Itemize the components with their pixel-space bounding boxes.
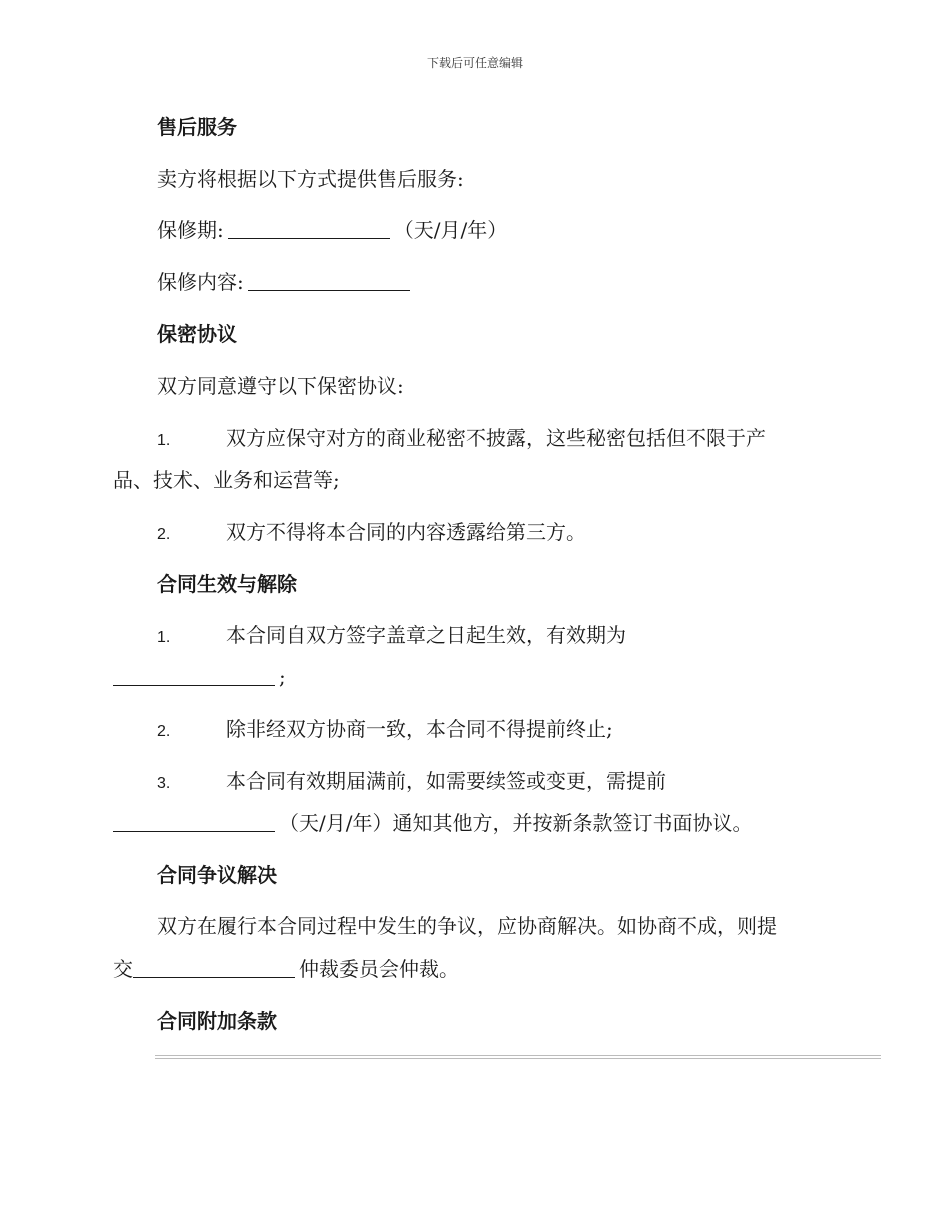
item-number: 2. (157, 526, 171, 543)
notice-period-blank[interactable] (113, 811, 275, 832)
warranty-content-label: 保修内容: (157, 270, 244, 294)
dispute-text: 双方在履行本合同过程中发生的争议，应协商解决。如协商不成，则提 (157, 914, 777, 938)
item-number: 1. (157, 432, 171, 449)
warranty-period-label: 保修期: (157, 218, 224, 242)
item-text: 双方不得将本合同的内容透露给第三方。 (226, 520, 586, 544)
warranty-content-line (157, 270, 414, 294)
item-text: （天/月/年）通知其他方，并按新条款签订书面协议。 (279, 811, 753, 835)
item-text: 本合同有效期届满前，如需要续签或变更，需提前 (226, 769, 666, 793)
table-top-border (155, 1055, 881, 1059)
warranty-period-line (157, 218, 507, 242)
confidentiality-item-1 (157, 426, 766, 453)
effect-item-1-cont (113, 665, 286, 689)
warranty-content-blank[interactable] (248, 270, 410, 291)
item-text: 除非经双方协商一致，本合同不得提前终止; (226, 717, 613, 741)
effect-item-3-cont (113, 811, 752, 835)
effect-item-3 (157, 769, 666, 796)
after-sales-intro: 卖方将根据以下方式提供售后服务: (157, 167, 464, 191)
arbitration-blank[interactable] (133, 957, 295, 978)
confidentiality-item-2 (157, 520, 586, 547)
header-note: 下载后可任意编辑 (426, 56, 523, 70)
confidentiality-intro: 双方同意遵守以下保密协议: (157, 374, 404, 398)
dispute-suffix: 仲裁委员会仲裁。 (299, 957, 459, 981)
item-end: ; (279, 665, 286, 689)
warranty-period-blank[interactable] (228, 218, 390, 239)
dispute-prefix: 交 (113, 957, 133, 981)
heading-additional: 合同附加条款 (157, 1009, 277, 1033)
heading-confidentiality: 保密协议 (157, 322, 237, 346)
item-number: 2. (157, 723, 171, 740)
item-text: 双方应保守对方的商业秘密不披露，这些秘密包括但不限于产 (226, 426, 766, 450)
item-number: 3. (157, 775, 171, 792)
heading-effect: 合同生效与解除 (157, 572, 297, 596)
item-text: 本合同自双方签字盖章之日起生效，有效期为 (226, 623, 626, 647)
item-number: 1. (157, 629, 171, 646)
warranty-period-unit: （天/月/年） (393, 218, 508, 242)
heading-after-sales: 售后服务 (157, 115, 237, 139)
heading-dispute: 合同争议解决 (157, 863, 277, 887)
effect-item-1 (157, 623, 626, 650)
validity-period-blank[interactable] (113, 665, 275, 686)
dispute-text-cont (113, 957, 459, 981)
confidentiality-item-1-cont: 品、技术、业务和运营等; (113, 468, 340, 492)
effect-item-2 (157, 717, 613, 744)
